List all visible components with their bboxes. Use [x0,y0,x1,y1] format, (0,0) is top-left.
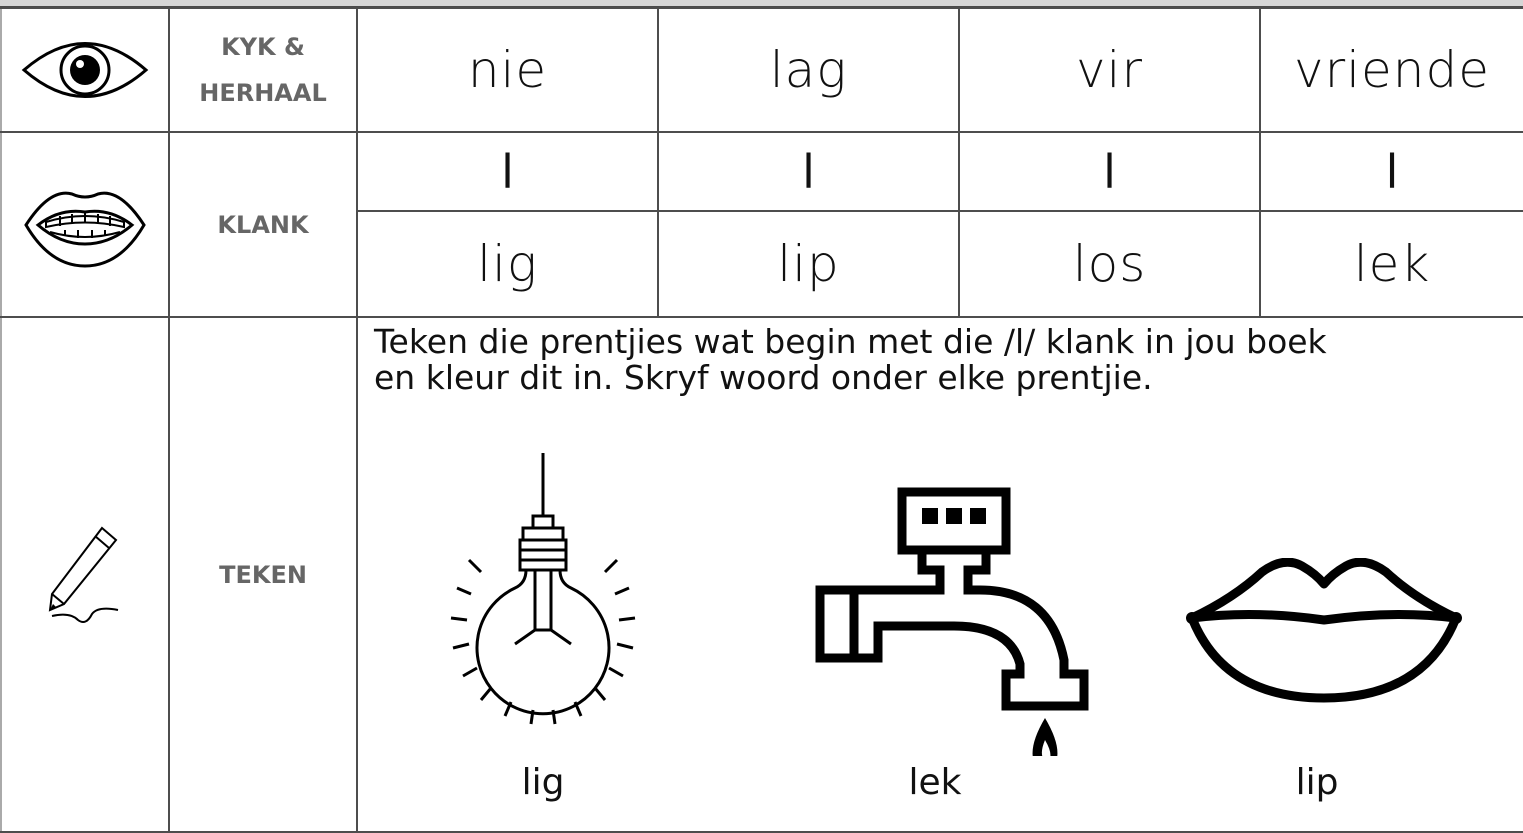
sound-bar-1-cell [357,132,658,211]
sound-bar: l [501,144,514,199]
pencil-icon [40,520,130,630]
mouth-icon [20,180,150,270]
look-row [1,8,1523,132]
sound-icon-cell [1,132,169,317]
eye-icon [20,35,150,105]
sound-word-4-cell [1260,211,1523,317]
sound-bar-2-cell [658,132,959,211]
draw-label-cell [169,317,357,832]
sound-label-cell [169,132,357,317]
sound-row-top [1,132,1523,211]
sound-word: los [1072,235,1147,293]
draw-icon-cell [1,317,169,832]
look-label-cell [169,8,357,132]
look-word-3-cell [959,8,1260,132]
sound-label: KLANK [217,210,309,239]
worksheet-table [0,7,1523,833]
sound-bar-4-cell [1260,132,1523,211]
sound-word-2-cell [658,211,959,317]
tap-icon [814,486,1094,756]
instruction-line-1: Teken die prentjies wat begin met die /l/ klank in jou boek [374,322,1327,361]
sound-word: lig [477,235,538,293]
look-word-4-cell [1260,8,1523,132]
draw-content-cell [357,317,1523,832]
sound-bar: l [1385,144,1399,199]
sound-word: lip [777,235,840,293]
lips-icon [1184,558,1464,708]
look-icon-cell [1,8,169,132]
sound-bar-3-cell [959,132,1260,211]
look-word-1-cell [357,8,658,132]
sound-word-1-cell [357,211,658,317]
look-word: vriende [1294,41,1490,99]
look-word: lag [769,41,848,99]
look-word: nie [467,41,548,99]
look-word-2-cell [658,8,959,132]
lightbulb-icon [443,448,643,738]
draw-label: TEKEN [219,560,307,589]
sound-word: lek [1353,235,1431,293]
draw-instruction [374,324,1514,396]
sound-bar: l [1103,144,1116,199]
look-label: KYK & HERHAAL [199,33,327,107]
tap-caption: lek [908,762,962,803]
lips-caption: lip [1295,762,1339,803]
look-word: vir [1075,41,1144,99]
draw-row [1,317,1523,832]
sound-bar: l [802,144,815,199]
sound-word-3-cell [959,211,1260,317]
lightbulb-caption: lig [521,762,565,803]
instruction-line-2: en kleur dit in. Skryf woord onder elke prentjie. [374,358,1153,397]
